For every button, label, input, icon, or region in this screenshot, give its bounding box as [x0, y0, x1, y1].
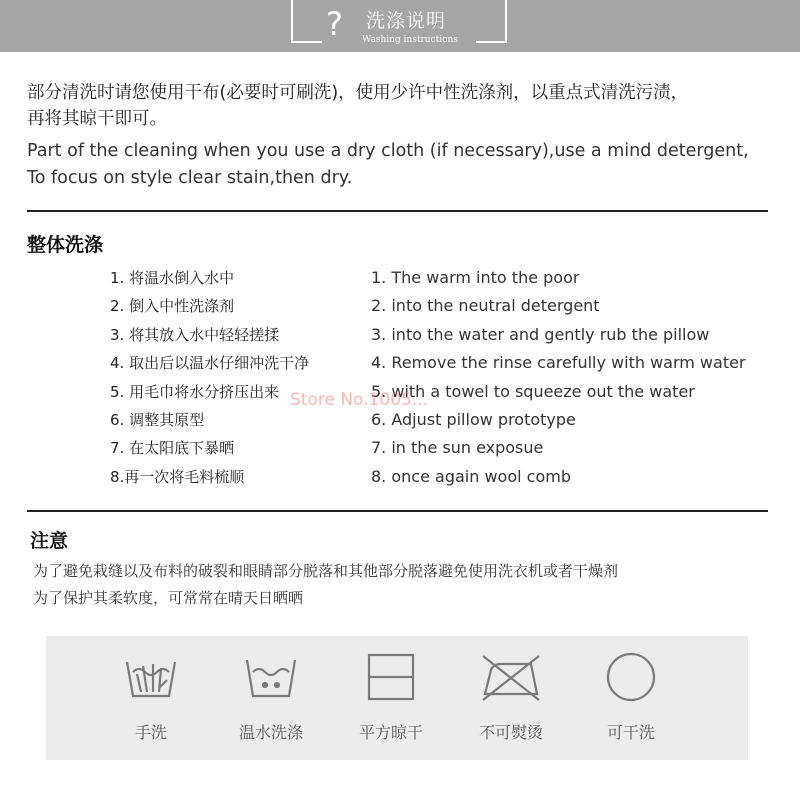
step-item: 5. with a towel to squeeze out the water [371, 381, 695, 401]
step-item: 1. The warm into the poor [371, 268, 580, 287]
step-item: 1. 将温水倒入水中 [110, 269, 235, 287]
care-label: 手洗 [134, 723, 167, 742]
step-item: 7. 在太阳底下暴晒 [110, 439, 235, 458]
divider [27, 210, 768, 212]
step-item: 6. 调整其原型 [110, 410, 205, 429]
header-banner [0, 0, 800, 52]
step-item: 3. 将其放入水中轻轻搓揉 [110, 325, 280, 344]
step-item: 6. Adjust pillow prototype [371, 409, 576, 429]
care-icons-panel [46, 636, 748, 760]
care-item [571, 636, 691, 760]
question-mark-icon: ? [326, 5, 343, 43]
store-watermark: Store No.1005... [290, 390, 429, 410]
care-label: 平方晾干 [358, 723, 423, 742]
step-item: 8. once again wool comb [371, 466, 571, 486]
care-item [331, 636, 451, 760]
steps-list-english [371, 266, 746, 493]
intro-chinese [27, 80, 787, 132]
page-subtitle: Washing instructions [362, 35, 458, 45]
step-item: 4. 取出后以温水仔细冲洗干净 [110, 354, 310, 373]
divider [27, 510, 768, 512]
care-item [91, 636, 211, 760]
intro-english [27, 138, 787, 192]
step-item: 7. in the sun exposue [371, 438, 544, 458]
intro-cn-line: 部分清洗时请您使用干布(必要时可刷洗)，使用少许中性洗涤剂，以重点式清洗污渍， [27, 83, 689, 103]
dry-clean-icon [597, 652, 665, 704]
intro-en-line: Part of the cleaning when you use a dry cloth (if necessary),use a mind detergent, [27, 141, 749, 161]
hand-wash-icon [117, 652, 185, 704]
page-title: 洗涤说明 [366, 10, 447, 32]
notice-line: 为了避免栽缝以及布料的破裂和眼睛部分脱落和其他部分脱落避免使用洗衣机或者干燥剂 [33, 562, 619, 580]
dry-flat-icon [357, 652, 425, 704]
steps-list-chinese [110, 266, 309, 493]
care-label: 可干洗 [606, 723, 655, 742]
section-title-overall-wash: 整体洗涤 [27, 234, 104, 256]
care-item [451, 636, 571, 760]
step-item: 2. 倒入中性洗涤剂 [110, 297, 235, 316]
do-not-iron-icon [477, 652, 545, 704]
warm-water-wash-icon [237, 652, 305, 704]
care-label: 温水洗涤 [238, 723, 303, 742]
step-item: 2. into the neutral detergent [371, 296, 600, 316]
intro-cn-line: 再将其晾干即可。 [27, 109, 167, 129]
section-title-notice: 注意 [30, 530, 69, 552]
notice-line: 为了保护其柔软度，可常常在晴天日晒晒 [33, 589, 304, 607]
care-item [211, 636, 331, 760]
step-item: 5. 用毛巾将水分挤压出来 [110, 382, 280, 401]
intro-en-line: To focus on style clear stain,then dry. [27, 168, 353, 188]
care-label: 不可熨烫 [478, 723, 543, 742]
step-item: 8.再一次将毛料梳顺 [110, 467, 245, 486]
step-item: 4. Remove the rinse carefully with warm water [371, 353, 746, 373]
step-item: 3. into the water and gently rub the pillow [371, 324, 710, 344]
